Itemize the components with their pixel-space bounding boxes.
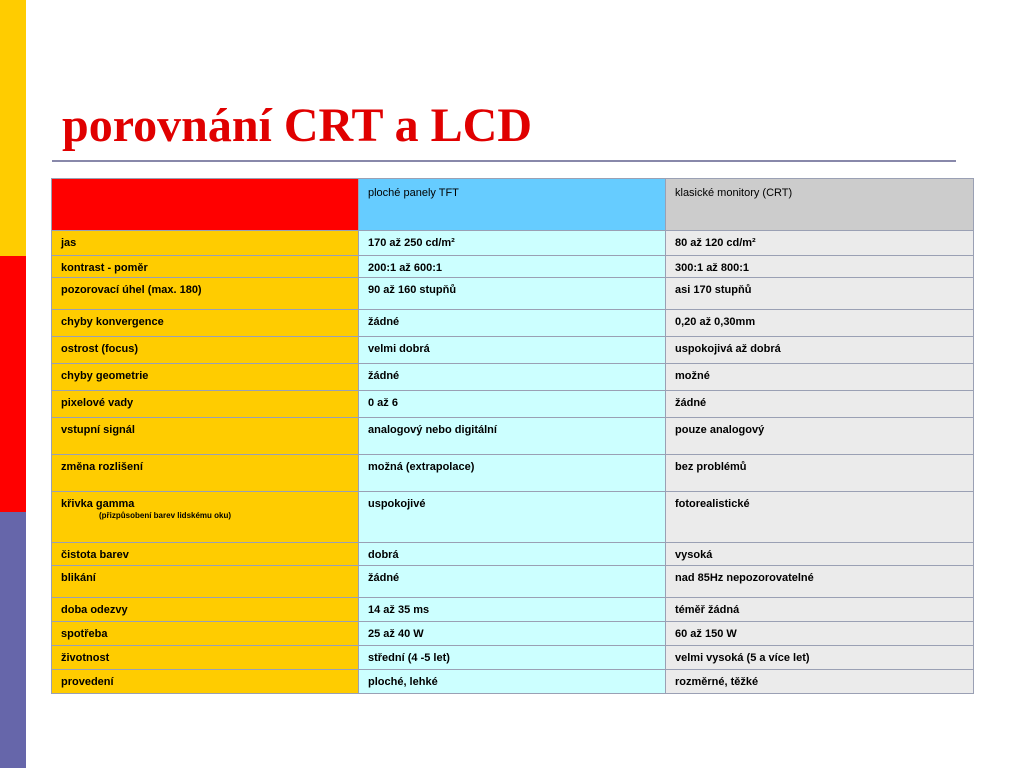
tft-value: analogový nebo digitální bbox=[359, 418, 666, 455]
tft-value: uspokojivé bbox=[359, 492, 666, 543]
crt-value: 0,20 až 0,30mm bbox=[666, 310, 974, 337]
table-row bbox=[52, 310, 974, 337]
row-label: provedení bbox=[52, 670, 359, 694]
tft-value: 200:1 až 600:1 bbox=[359, 256, 666, 278]
table-row bbox=[52, 418, 974, 455]
row-label: křivka gamma bbox=[61, 498, 135, 510]
table-row bbox=[52, 566, 974, 598]
row-label: životnost bbox=[52, 646, 359, 670]
tft-value: velmi dobrá bbox=[359, 337, 666, 364]
comparison-table bbox=[51, 178, 974, 694]
crt-value: nad 85Hz nepozorovatelné bbox=[666, 566, 974, 598]
table-header-row bbox=[52, 179, 974, 231]
table-row bbox=[52, 646, 974, 670]
row-label-cell bbox=[52, 492, 359, 543]
crt-value: velmi vysoká (5 a více let) bbox=[666, 646, 974, 670]
tft-value: 0 až 6 bbox=[359, 391, 666, 418]
table-row bbox=[52, 622, 974, 646]
table-row bbox=[52, 670, 974, 694]
crt-value: 60 až 150 W bbox=[666, 622, 974, 646]
header-cell-tft: ploché panely TFT bbox=[359, 179, 666, 231]
table-row bbox=[52, 598, 974, 622]
row-label: pixelové vady bbox=[52, 391, 359, 418]
side-bar-blue bbox=[0, 512, 26, 768]
table-row bbox=[52, 231, 974, 256]
tft-value: 170 až 250 cd/m² bbox=[359, 231, 666, 256]
header-cell-empty bbox=[52, 179, 359, 231]
tft-value: 90 až 160 stupňů bbox=[359, 278, 666, 310]
crt-value: pouze analogový bbox=[666, 418, 974, 455]
row-label: chyby geometrie bbox=[52, 364, 359, 391]
side-bar-yellow bbox=[0, 0, 26, 256]
crt-value: rozměrné, těžké bbox=[666, 670, 974, 694]
crt-value: žádné bbox=[666, 391, 974, 418]
table-row bbox=[52, 278, 974, 310]
row-label: spotřeba bbox=[52, 622, 359, 646]
crt-value: vysoká bbox=[666, 543, 974, 566]
row-label: vstupní signál bbox=[52, 418, 359, 455]
row-label: kontrast - poměr bbox=[52, 256, 359, 278]
crt-value: 80 až 120 cd/m² bbox=[666, 231, 974, 256]
table-row bbox=[52, 455, 974, 492]
slide-title: porovnání CRT a LCD bbox=[62, 99, 532, 152]
title-underline bbox=[52, 160, 956, 162]
crt-value: fotorealistické bbox=[666, 492, 974, 543]
table-row bbox=[52, 543, 974, 566]
tft-value: dobrá bbox=[359, 543, 666, 566]
crt-value: 300:1 až 800:1 bbox=[666, 256, 974, 278]
row-label: doba odezvy bbox=[52, 598, 359, 622]
tft-value: možná (extrapolace) bbox=[359, 455, 666, 492]
row-label: jas bbox=[52, 231, 359, 256]
tft-value: žádné bbox=[359, 566, 666, 598]
row-label: chyby konvergence bbox=[52, 310, 359, 337]
row-label: pozorovací úhel (max. 180) bbox=[52, 278, 359, 310]
table-row bbox=[52, 391, 974, 418]
table-row bbox=[52, 492, 974, 543]
crt-value: možné bbox=[666, 364, 974, 391]
side-bar-red bbox=[0, 256, 26, 512]
crt-value: uspokojivá až dobrá bbox=[666, 337, 974, 364]
tft-value: střední (4 -5 let) bbox=[359, 646, 666, 670]
row-sublabel: (přizpůsobení barev lidskému oku) bbox=[99, 511, 232, 520]
table-row bbox=[52, 364, 974, 391]
tft-value: 25 až 40 W bbox=[359, 622, 666, 646]
row-label: změna rozlišení bbox=[52, 455, 359, 492]
row-label: blikání bbox=[52, 566, 359, 598]
crt-value: bez problémů bbox=[666, 455, 974, 492]
crt-value: asi 170 stupňů bbox=[666, 278, 974, 310]
tft-value: 14 až 35 ms bbox=[359, 598, 666, 622]
crt-value: téměř žádná bbox=[666, 598, 974, 622]
table-row bbox=[52, 256, 974, 278]
tft-value: žádné bbox=[359, 310, 666, 337]
row-label: čistota barev bbox=[52, 543, 359, 566]
tft-value: ploché, lehké bbox=[359, 670, 666, 694]
tft-value: žádné bbox=[359, 364, 666, 391]
header-cell-crt: klasické monitory (CRT) bbox=[666, 179, 974, 231]
row-label: ostrost (focus) bbox=[52, 337, 359, 364]
table-row bbox=[52, 337, 974, 364]
